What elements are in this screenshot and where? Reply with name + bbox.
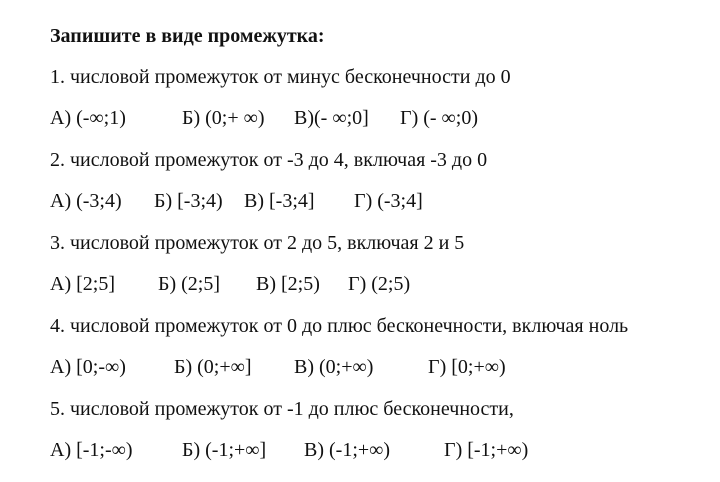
q2-option-b: Б) [-3;4) bbox=[154, 190, 223, 212]
question-4 bbox=[50, 311, 715, 394]
q2-option-g: Г) (-3;4] bbox=[354, 190, 423, 212]
q4-option-b: Б) (0;+∞] bbox=[174, 356, 252, 378]
question-2-text: 2. числовой промежуток от -3 до 4, включая -3 до 0 bbox=[50, 149, 488, 171]
question-2 bbox=[50, 145, 715, 228]
q1-option-v: В)(- ∞;0] bbox=[294, 107, 369, 129]
q4-option-a: А) [0;-∞) bbox=[50, 356, 126, 378]
q3-option-b: Б) (2;5] bbox=[158, 273, 221, 295]
worksheet bbox=[50, 20, 715, 477]
question-4-options bbox=[50, 352, 715, 394]
question-5-options bbox=[50, 435, 715, 477]
question-5 bbox=[50, 394, 715, 477]
q2-option-v: В) [-3;4] bbox=[244, 190, 315, 212]
q5-option-b: Б) (-1;+∞] bbox=[182, 439, 267, 461]
q3-option-g: Г) (2;5) bbox=[348, 273, 411, 295]
question-3-text: 3. числовой промежуток от 2 до 5, включая 2 и 5 bbox=[50, 232, 465, 254]
question-2-options bbox=[50, 186, 715, 228]
question-4-text: 4. числовой промежуток от 0 до плюс бесконечности, включая ноль bbox=[50, 315, 629, 337]
q4-option-v: В) (0;+∞) bbox=[294, 356, 374, 378]
q5-option-a: А) [-1;-∞) bbox=[50, 439, 133, 461]
q5-option-v: В) (-1;+∞) bbox=[304, 439, 391, 461]
worksheet-title: Запишите в виде промежутка: bbox=[50, 25, 325, 47]
q5-option-g: Г) [-1;+∞) bbox=[444, 439, 529, 461]
q1-option-g: Г) (- ∞;0) bbox=[400, 107, 479, 129]
q1-option-b: Б) (0;+ ∞) bbox=[182, 107, 265, 129]
question-3-options bbox=[50, 269, 715, 311]
q4-option-g: Г) [0;+∞) bbox=[428, 356, 506, 378]
question-1 bbox=[50, 62, 715, 145]
question-5-text: 5. числовой промежуток от -1 до плюс бесконечности, bbox=[50, 398, 514, 420]
question-3 bbox=[50, 228, 715, 311]
q1-option-a: А) (-∞;1) bbox=[50, 107, 126, 129]
question-1-options bbox=[50, 103, 715, 145]
q3-option-a: А) [2;5] bbox=[50, 273, 115, 295]
question-1-text: 1. числовой промежуток от минус бесконечности до 0 bbox=[50, 66, 511, 88]
q2-option-a: А) (-3;4) bbox=[50, 190, 122, 212]
q3-option-v: В) [2;5) bbox=[256, 273, 320, 295]
